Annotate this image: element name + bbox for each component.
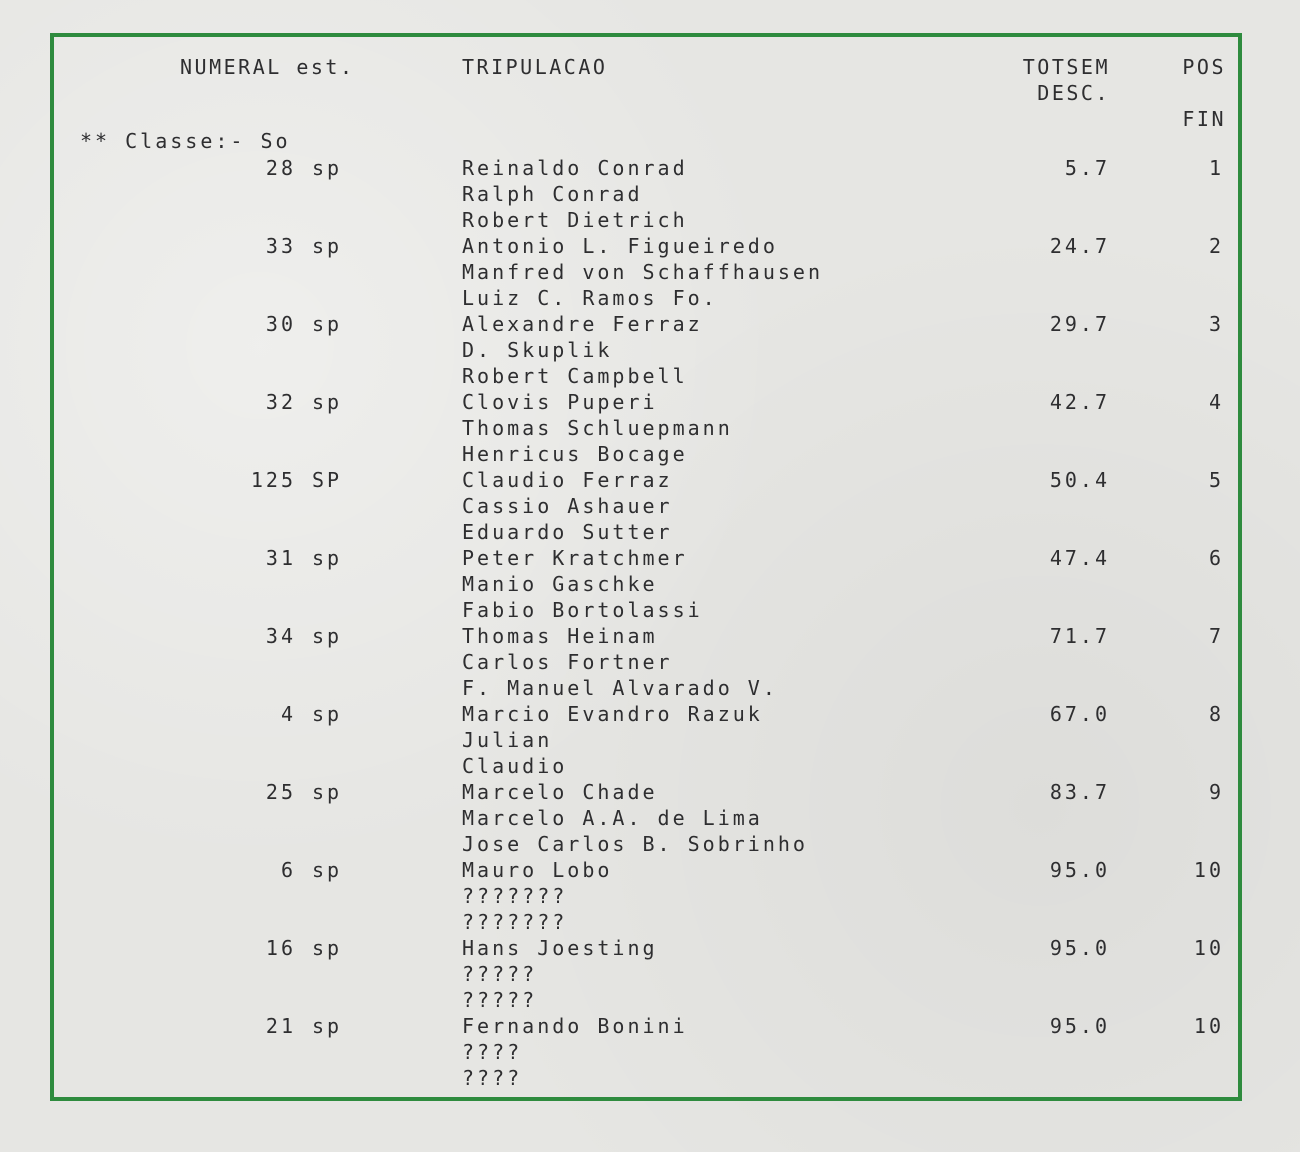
entry-position: 1 — [1208, 156, 1224, 180]
entry-est: sp — [312, 312, 343, 336]
entry-total: 50.4 — [1049, 468, 1110, 492]
crew-member: ???? — [462, 1066, 523, 1090]
crew-member: ???? — [462, 1040, 523, 1064]
crew-member: Marcio Evandro Razuk — [462, 702, 763, 726]
crew-member: Peter Kratchmer — [462, 546, 688, 570]
crew-member: Alexandre Ferraz — [462, 312, 703, 336]
entry-est: sp — [312, 858, 343, 882]
entry-est: sp — [312, 702, 343, 726]
entry-est: sp — [312, 936, 343, 960]
crew-member: Hans Joesting — [462, 936, 658, 960]
crew-member: Robert Campbell — [462, 364, 688, 388]
entry-est: sp — [312, 156, 343, 180]
crew-member: ??????? — [462, 884, 568, 908]
entry-numeral: 34 — [265, 624, 296, 648]
entry-est: sp — [312, 234, 343, 258]
crew-member: Henricus Bocage — [462, 442, 688, 466]
crew-member: Thomas Heinam — [462, 624, 658, 648]
entry-est: SP — [312, 468, 343, 492]
entry-total: 67.0 — [1049, 702, 1110, 726]
crew-member: Antonio L. Figueiredo — [462, 234, 778, 258]
entry-numeral: 4 — [280, 702, 296, 726]
crew-member: ????? — [462, 962, 538, 986]
crew-member: Manfred von Schaffhausen — [462, 260, 823, 284]
crew-member: Cassio Ashauer — [462, 494, 673, 518]
header-numeral: NUMERAL est. — [180, 55, 355, 79]
crew-member: Reinaldo Conrad — [462, 156, 688, 180]
crew-member: F. Manuel Alvarado V. — [462, 676, 778, 700]
entry-position: 10 — [1193, 1014, 1224, 1038]
class-label: ** Classe:- So — [80, 129, 291, 153]
entry-numeral: 31 — [265, 546, 296, 570]
entry-numeral: 28 — [265, 156, 296, 180]
header-fin: FIN — [1182, 107, 1226, 131]
crew-member: ????? — [462, 988, 538, 1012]
entry-est: sp — [312, 390, 343, 414]
entry-numeral: 16 — [265, 936, 296, 960]
entry-position: 10 — [1193, 858, 1224, 882]
entry-total: 5.7 — [1064, 156, 1110, 180]
crew-member: Claudio Ferraz — [462, 468, 673, 492]
entry-total: 24.7 — [1049, 234, 1110, 258]
entry-total: 71.7 — [1049, 624, 1110, 648]
header-pos: POS — [1182, 55, 1226, 79]
entry-position: 7 — [1208, 624, 1224, 648]
entry-total: 95.0 — [1049, 858, 1110, 882]
entry-est: sp — [312, 546, 343, 570]
crew-member: Fernando Bonini — [462, 1014, 688, 1038]
entry-position: 10 — [1193, 936, 1224, 960]
entry-est: sp — [312, 1014, 343, 1038]
crew-member: Jose Carlos B. Sobrinho — [462, 832, 808, 856]
crew-member: Eduardo Sutter — [462, 520, 673, 544]
crew-member: Marcelo Chade — [462, 780, 658, 804]
crew-member: Julian — [462, 728, 553, 752]
entry-position: 6 — [1208, 546, 1224, 570]
crew-member: Marcelo A.A. de Lima — [462, 806, 763, 830]
entry-numeral: 33 — [265, 234, 296, 258]
entry-position: 8 — [1208, 702, 1224, 726]
entry-total: 95.0 — [1049, 936, 1110, 960]
entry-est: sp — [312, 624, 343, 648]
entry-numeral: 25 — [265, 780, 296, 804]
header-tripulacao: TRIPULACAO — [462, 55, 608, 79]
entry-numeral: 6 — [280, 858, 296, 882]
crew-member: Ralph Conrad — [462, 182, 643, 206]
crew-member: Fabio Bortolassi — [462, 598, 703, 622]
entry-position: 9 — [1208, 780, 1224, 804]
crew-member: Thomas Schluepmann — [462, 416, 733, 440]
entry-numeral: 32 — [265, 390, 296, 414]
header-totsem: TOTSEM — [1022, 55, 1110, 79]
crew-member: D. Skuplik — [462, 338, 613, 362]
entry-numeral: 21 — [265, 1014, 296, 1038]
crew-member: Mauro Lobo — [462, 858, 613, 882]
entry-total: 47.4 — [1049, 546, 1110, 570]
crew-member: ??????? — [462, 910, 568, 934]
entry-position: 3 — [1208, 312, 1224, 336]
entry-position: 5 — [1208, 468, 1224, 492]
crew-member: Manio Gaschke — [462, 572, 658, 596]
crew-member: Robert Dietrich — [462, 208, 688, 232]
entry-numeral: 125 — [250, 468, 296, 492]
crew-member: Claudio — [462, 754, 568, 778]
entry-numeral: 30 — [265, 312, 296, 336]
entry-total: 29.7 — [1049, 312, 1110, 336]
crew-member: Carlos Fortner — [462, 650, 673, 674]
entry-total: 95.0 — [1049, 1014, 1110, 1038]
entry-position: 4 — [1208, 390, 1224, 414]
crew-member: Luiz C. Ramos Fo. — [462, 286, 718, 310]
header-desc: DESC. — [1037, 81, 1110, 105]
crew-member: Clovis Puperi — [462, 390, 658, 414]
entry-est: sp — [312, 780, 343, 804]
entry-position: 2 — [1208, 234, 1224, 258]
entry-total: 42.7 — [1049, 390, 1110, 414]
entry-total: 83.7 — [1049, 780, 1110, 804]
